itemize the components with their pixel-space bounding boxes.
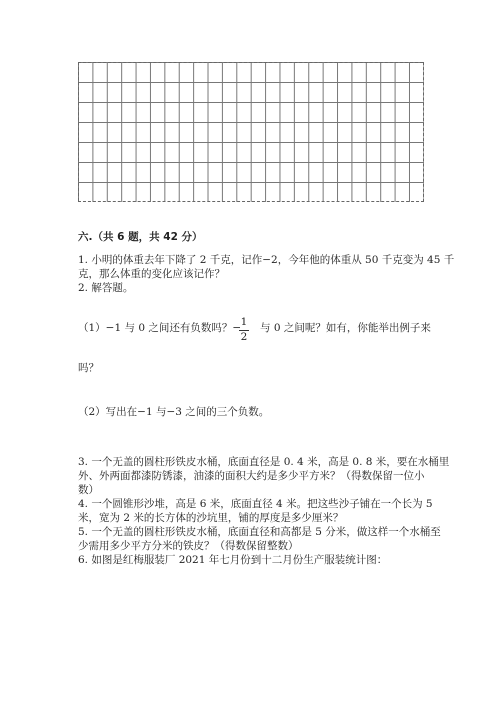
q2-part1-b: 与 0 之间呢？如有，你能举出例子来 <box>260 322 431 334</box>
q3-line1: 3. 一个无盖的圆柱形铁皮水桶，底面直径是 0. 4 米，高是 0. 8 米，要在水桶里 <box>78 456 450 468</box>
q2-part1-c: 吗？ <box>78 362 99 374</box>
fraction-numerator: 1 <box>240 316 248 328</box>
section-heading: 六.（共 6 题，共 42 分） <box>78 231 203 243</box>
q5-line2: 少需用多少平方分米的铁皮？（得数保留整数） <box>78 540 299 552</box>
q5-line1: 5. 一个无盖的圆柱形铁皮水桶，底面直径和高都是 5 分米，做这样一个水桶至 <box>78 526 441 538</box>
writing-grid <box>78 62 424 202</box>
q1-line2: 克，那么体重的变化应该记作？ <box>78 268 225 280</box>
q3-line2: 外、外两面都漆防锈漆，油漆的面积大约是多少平方米？（得数保留一位小 <box>78 470 425 482</box>
q2-title: 2. 解答题。 <box>78 282 134 294</box>
q3-line3: 数） <box>78 484 99 496</box>
q4-line1: 4. 一个圆锥形沙堆，高是 6 米，底面直径 4 米。把这些沙子铺在一个长为 5 <box>78 498 433 510</box>
q1-line1: 1. 小明的体重去年下降了 2 千克，记作−2，今年他的体重从 50 千克变为 45 千 <box>78 254 455 266</box>
q2-part2: （2）写出在−1 与−3 之间的三个负数。 <box>78 406 270 418</box>
fraction-denominator: 2 <box>240 331 248 343</box>
q6-line1: 6. 如图是红梅服装厂 2021 年七月份到十二月份生产服装统计图： <box>78 554 388 566</box>
q2-part1-a: （1）−1 与 0 之间还有负数吗？− <box>78 322 242 334</box>
q4-line2: 米，宽为 2 米的长方体的沙坑里，铺的厚度是多少厘米？ <box>78 512 344 524</box>
